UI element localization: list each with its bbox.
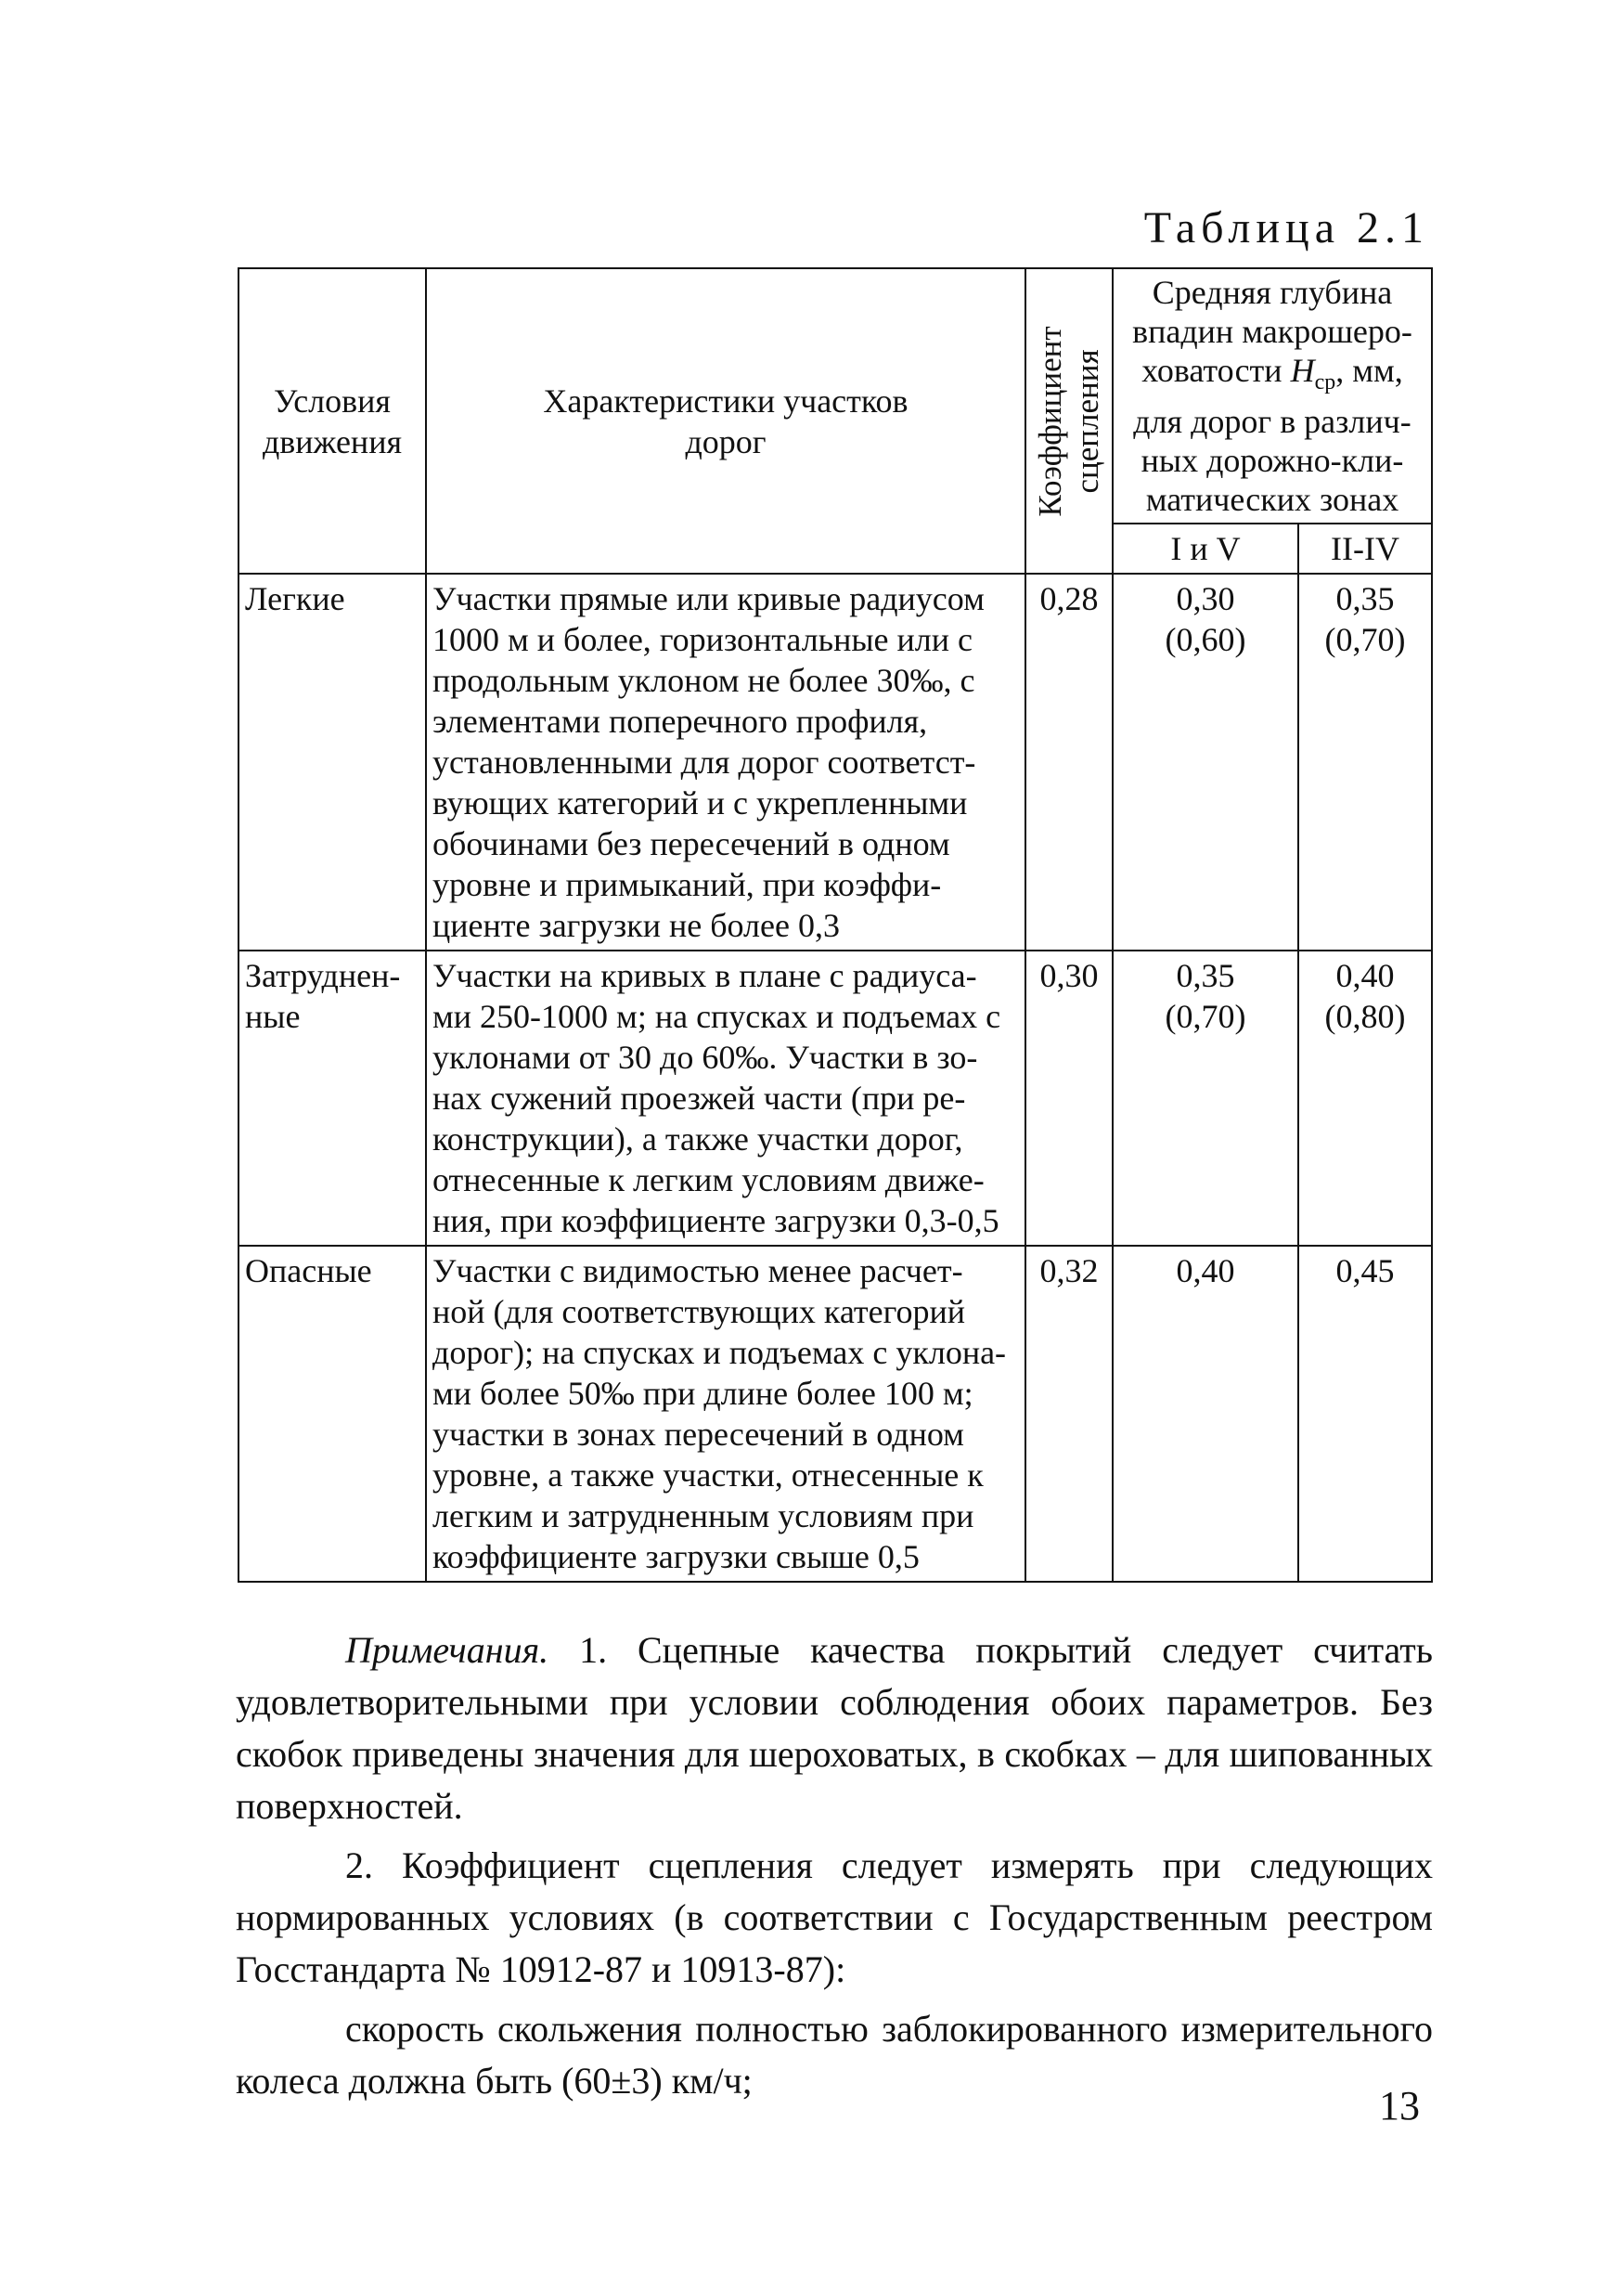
description-cell: Участки прямые или кривые радиусом 1000 м и более, горизонтальные или с продольным уклоном не более 30‰, с элементами поперечного профиля, установленными для дорог соответст- вующих категорий и с укрепленными обочинами без пересечений в одном уровне и примыканий, при коэффи- циенте загрузки не более 0,3 [426,574,1025,951]
header-coefficient: Коэффициент сцепления [1025,268,1113,574]
zone-1-5-cell: 0,35 (0,70) [1113,951,1298,1246]
condition-cell: Легкие [238,574,426,951]
coefficient-cell: 0,28 [1025,574,1113,951]
note-3: скорость скольжения полностью заблокированного измерительного колеса должна быть (60±3) км/ч; [236,2008,1433,2102]
header-zone-1-5: I и V [1113,524,1298,574]
note-2: 2. Коэффициент сцепления следует измерять при следующих нормированных условиях (в соответствии с Государственным реестром Госстандарта № 10912-87 и 10913-87): [236,1844,1433,1990]
header-conditions: Условия движения [238,268,426,574]
header-road-characteristics: Характеристики участков дорог [426,268,1025,574]
zone-2-4-cell: 0,40 (0,80) [1298,951,1432,1246]
road-conditions-table [238,267,1433,1583]
description-cell: Участки на кривых в плане с радиуса- ми 250-1000 м; на спусках и подъемах с уклонами от 30 до 60‰. Участки в зо- нах сужений проезжей части (при ре- конструкции), а также участки дорог, отнесенные к легким условиям движе- ния, при коэффициенте загрузки 0,3-0,5 [426,951,1025,1246]
condition-cell: Опасные [238,1246,426,1582]
header-macro-roughness: Средняя глубина впадин макрошеро- ховатости $H_{ср}$, мм, для дорог в различ- ных дорожно-кли- матических зонах [1113,268,1432,524]
page-number: 13 [1379,2083,1420,2128]
header-zone-2-4: II-IV [1298,524,1432,574]
coefficient-cell: 0,30 [1025,951,1113,1246]
description-cell: Участки с видимостью менее расчет- ной (для соответствующих категорий дорог); на спусках и подъемах с уклона- ми более 50‰ при длине более 100 м; участки в зонах пересечений в одном уровне, а также участки, отнесенные к легким и затрудненным условиям при коэффициенте загрузки свыше 0,5 [426,1246,1025,1582]
note-1: Примечания. 1. Сцепные качества покрытий следует считать удовлетворительными при условии соблюдения обоих параметров. Без скобок приведены значения для шероховатых, в скобках – для шипованных поверхностей. [236,1629,1433,1827]
zone-2-4-cell: 0,35 (0,70) [1298,574,1432,951]
table-caption: Таблица 2.1 [1143,203,1429,252]
notes-label: Примечания. [345,1629,549,1671]
table-row [238,1246,1432,1582]
coefficient-cell: 0,32 [1025,1246,1113,1582]
table-row [238,574,1432,951]
zone-2-4-cell: 0,45 [1298,1246,1432,1582]
notes-section [236,1624,1433,2107]
zone-1-5-cell: 0,40 [1113,1246,1298,1582]
condition-cell: Затруднен- ные [238,951,426,1246]
zone-1-5-cell: 0,30 (0,60) [1113,574,1298,951]
table-row [238,951,1432,1246]
